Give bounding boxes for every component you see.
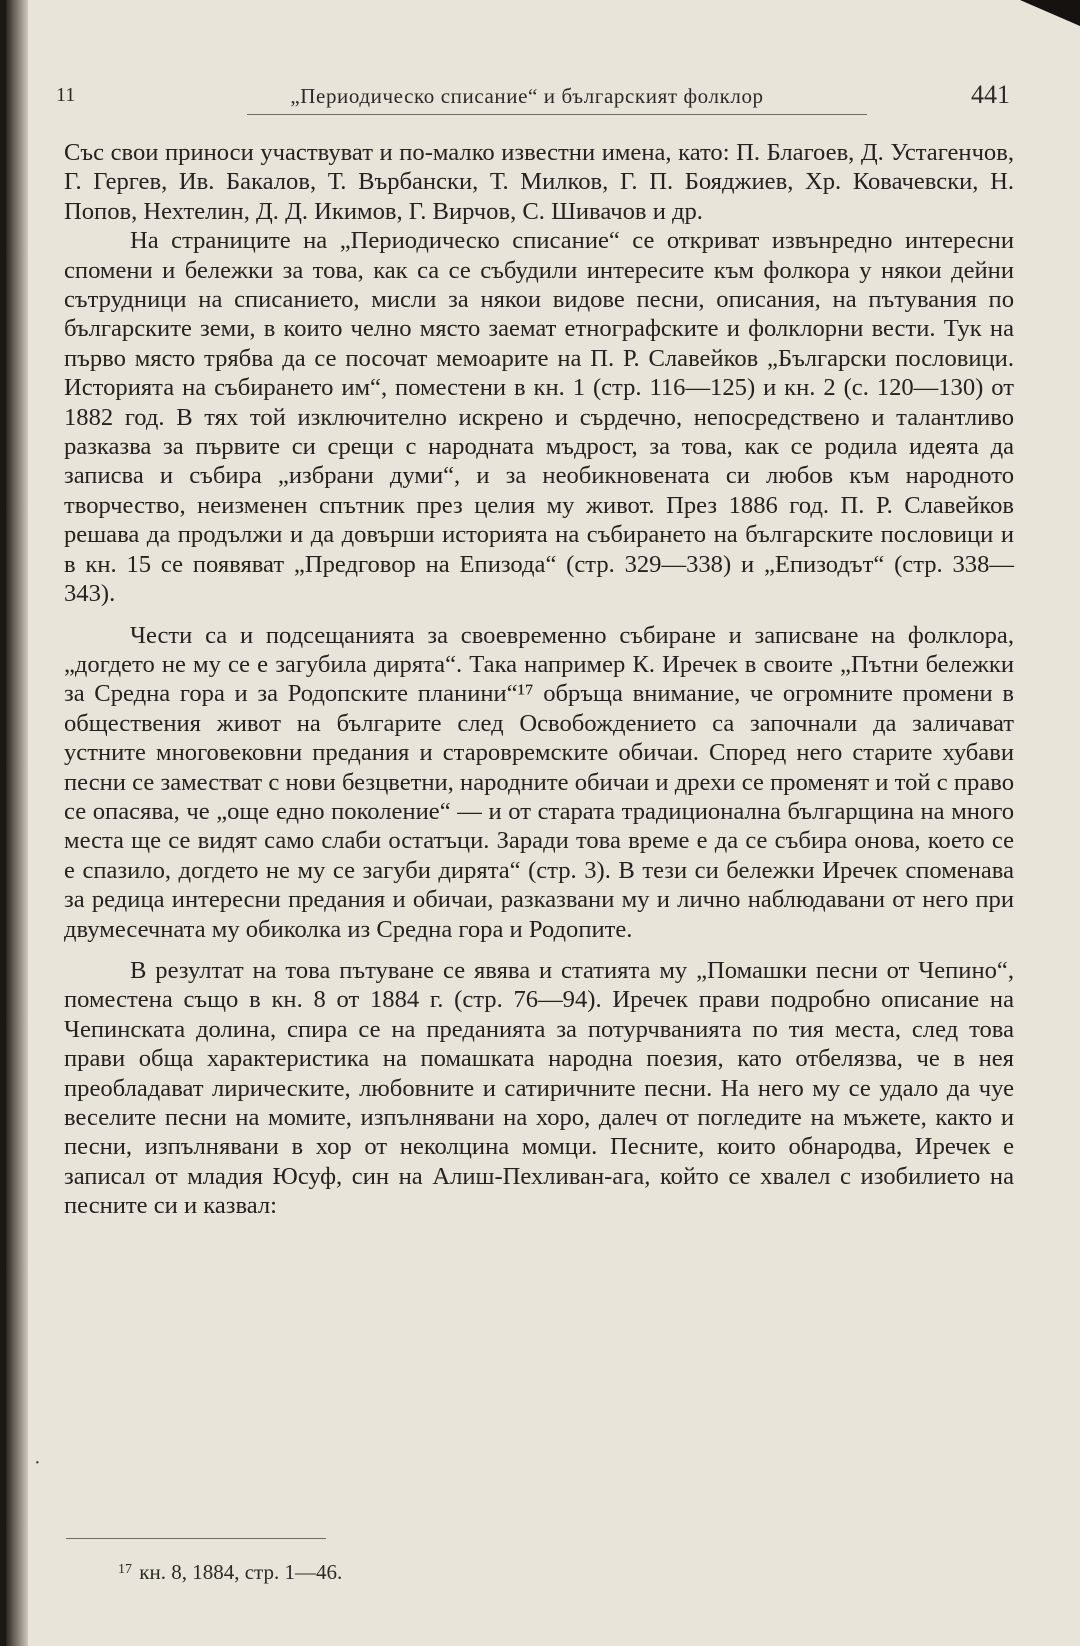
paragraph-4: В резултат на това пътуване се явява и статията му „Помашки песни от Чепино“, поместена също в кн. 8 от 1884 г. (стр. 76—94). Иречек прави подробно описание на Чепинската долина, спира се на преданията за потурчванията по тия места, след това прави обща характеристика на помашката народна поезия, като отбелязва, че в нея преобладават лирическите, любовните и сатиричните песни. На него му се удало да чуе веселите песни на момите, изпълнявани на хоро, далеч от погледите на мъжете, както и песни, изпълнявани в хор от неколцина момци. Песните, които обнародва, Иречек е записал от младия Юсуф, син на Алиш-Пехливан-ага, който се хвалел с изобилието на песните си и казвал:: [64, 956, 1014, 1220]
running-header: [42, 80, 1012, 114]
book-page: [6, 0, 1080, 1646]
paragraph-2: На страниците на „Периодическо списание“ се откриват извънредно интересни спомени и бележки за това, как са се събудили интересите към фолкора у някои дейни сътрудници на списанието, мисли за някои видове песни, описания, на пътувания по българските земи, в които челно място заемат етнографските и фолклорни вести. Тук на първо място трябва да се посочат мемоарите на П. Р. Славейков „Български пословици. Историята на събирането им“, поместени в кн. 1 (стр. 116—125) и кн. 2 (с. 120—130) от 1882 год. В тях той изключително искрено и сърдечно, непосредствено и талантливо разказва за първите си срещи с народната мъдрост, за това, как се родила идеята да записва и събира „избрани думи“, и за необикновената си любов към народното творчество, неизменен спътник през целия му живот. През 1886 год. П. Р. Славейков решава да продължи и да довърши историята на събирането на българските пословици и в кн. 15 се появяват „Предговор на Епизода“ (стр. 329—338) и „Епизодът“ (стр. 338—343).: [64, 227, 1014, 608]
page-number: 441: [971, 80, 1010, 109]
header-rule: [247, 114, 867, 115]
page-corner: [1020, 0, 1080, 26]
body-text: [64, 138, 1014, 1221]
paragraph-1: Със свои приноси участвуват и по-малко известни имена, като: П. Благоев, Д. Устагенчов, Г. Гергев, Ив. Бакалов, Т. Върбански, Т. Милков, Г. П. Бояджиев, Хр. Ковачевски, Н. Попов, Нехтелин, Д. Д. Икимов, Г. Вирчов, С. Шивачов и др.: [64, 139, 1014, 225]
paragraph-3: Чести са и подсещанията за своевременно събиране и записване на фолклора, „догдето не му се е загубила дирята“. Така например К. Иречек в своите „Пътни бележки за Средна гора и за Родопските планини“¹⁷ обръща внимание, че огромните промени в обществения живот на българите след Освобождението са започнали да заличават устните многовековни предания и старовремските обичаи. Според него старите хубави песни се заместват с нови безцветни, народните обичаи и дрехи се променят и той с право се опасява, че „още едно поколение“ — и от старата традиционална българщина на много места ще се видят само слаби остатъци. Заради това време е да се събира онова, което се е спазило, догдето не му се загуби дирята“ (стр. 3). В тези си бележки Иречек споменава за редица интересни предания и обичаи, разказвани му и лично наблюдавани от него при двумесечната му обиколка из Средна гора и Родопите.: [64, 621, 1014, 943]
footnote-mark: 17: [118, 1562, 132, 1577]
footnote: [118, 1560, 342, 1585]
running-title: „Периодическо списание“ и българският фолклор: [290, 84, 764, 108]
book-spine: [6, 0, 28, 1646]
footnote-rule: [66, 1538, 326, 1539]
chapter-number: 11: [56, 84, 76, 106]
footnote-text: кн. 8, 1884, стр. 1—46.: [139, 1560, 343, 1584]
margin-dot: ·: [34, 1452, 41, 1474]
